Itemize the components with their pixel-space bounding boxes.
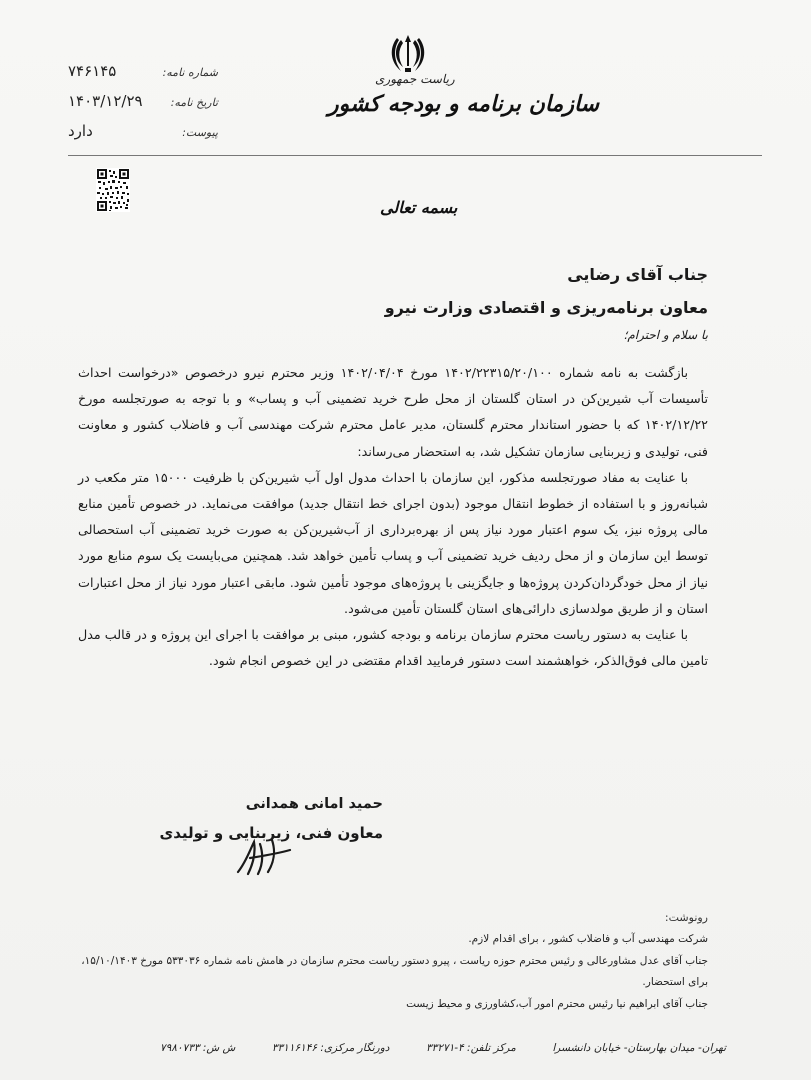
letter-meta (68, 60, 218, 150)
cc-item: جناب آقای ابراهیم نیا رئیس محترم امور آب،کشاورزی و محیط زیست (406, 997, 708, 1010)
addressee-block (385, 258, 708, 324)
addressee-title: معاون برنامه‌ریزی و اقتصادی وزارت نیرو (384, 298, 708, 317)
footer-phone: مرکز تلفن: ۴-۳۳۲۷۱ (426, 1042, 516, 1054)
iran-emblem-icon (388, 32, 428, 74)
organization-title: سازمان برنامه و بودجه کشور (328, 92, 600, 117)
letter-footer (160, 1042, 726, 1054)
cc-item: شرکت مهندسی آب و فاضلاب کشور ، برای اقدام لازم. (468, 933, 708, 945)
basmala-heading: بسمه تعالی (380, 198, 458, 217)
cc-heading: رونوشت: (664, 911, 708, 924)
letter-number-row (68, 60, 218, 90)
greeting: با سلام و احترام؛ (623, 328, 708, 342)
letter-body (78, 360, 708, 674)
footer-fax: دورنگار مرکزی: ۳۳۱۱۶۱۴۶ (271, 1042, 390, 1054)
body-paragraph: بازگشت به نامه شماره ۱۴۰۲/۲۲۳۱۵/۲۰/۱۰۰ مورخ ۱۴۰۲/۰۴/۰۴ وزیر محترم نیرو درخصوص «درخواست احداث تأسیسات آب شیرین‌کن در استان گلستان از محل طرح خرید تضمینی آب و پساب» و با توجه به صورتجلسه مورخ ۱۴۰۲/۱۲/۲۲ که با حضور استاندار محترم گلستان، مدیر عامل محترم شرکت مهندسی آب و فاضلاب کشور و معاونت فنی، تولیدی و زیربنایی سازمان تشکیل شد، به استحضار می‌رساند: (78, 365, 708, 459)
footer-address: تهران- میدان بهارستان- خیابان دانشسرا (552, 1042, 726, 1054)
letter-date-label: تاریخ نامه: (170, 96, 218, 109)
attachment-label: پیوست: (182, 126, 218, 139)
addressee-name: جناب آقای رضایی (567, 265, 708, 284)
letter-number-label: شماره نامه: (162, 66, 218, 79)
footer-postal-code: ش ش: ۷۹۸۰۷۳۳ (160, 1042, 236, 1054)
signer-title: معاون فنی، زیربنایی و تولیدی (159, 824, 383, 842)
letter-date: ۱۴۰۳/۱۲/۲۹ (68, 92, 143, 110)
letter-date-row (68, 90, 218, 120)
attachment-value: دارد (68, 122, 93, 140)
letter-number: ۷۴۶۱۴۵ (68, 62, 117, 80)
handwritten-signature-icon (232, 832, 302, 882)
cc-item: برای استحضار. (642, 976, 708, 988)
cc-block (81, 907, 708, 1015)
attachment-row (68, 120, 218, 150)
qr-code-icon (96, 168, 130, 212)
cc-item: جناب آقای عدل مشاورعالی و رئیس محترم حوزه ریاست ، پیرو دستور ریاست محترم سازمان در هامش نامه شماره ۵۳۳۰۳۶ مورخ ۱۵/۱۰/۱۴۰۳، (81, 954, 708, 967)
presidency-label: ریاست جمهوری (375, 72, 455, 86)
signer-name: حمید امانی همدانی (245, 796, 383, 812)
body-paragraph: با عنایت به دستور ریاست محترم سازمان برنامه و بودجه کشور، مبنی بر موافقت با اجرای این پروژه و در قالب مدل تامین مالی فوق‌الذکر، خواهشمند است دستور فرمایید اقدام مقتضی در این خصوص انجام شود. (78, 627, 708, 669)
body-paragraph: با عنایت به مفاد صورتجلسه مذکور، این سازمان با احداث مدول اول آب شیرین‌کن با ظرفیت ۱۵۰۰۰ متر مکعب در شبانه‌روز و با استفاده از خطوط انتقال موجود (بدون اجرای خط انتقال جدید) موافقت می‌نماید. در خصوص تأمین منابع مالی پروژه نیز، یک سوم اعتبار مورد نیاز پس از بهره‌برداری از آب‌شیرین‌کن به صورت خرید تضمینی آب استحصالی توسط این سازمان و از محل ردیف خرید تضمینی آب و پساب تأمین خواهد شد. همچنین می‌بایست یک سوم منابع مورد نیاز از محل خودگردان‌کردن پروژه‌ها و جایگزینی با پروژه‌های موجود تأمین شود. مابقی اعتبار مورد نیاز از محل اعتبارات استان و از طریق مولدسازی دارائی‌های استان گلستان تأمین می‌شود. (78, 469, 708, 616)
header-divider (68, 155, 762, 156)
